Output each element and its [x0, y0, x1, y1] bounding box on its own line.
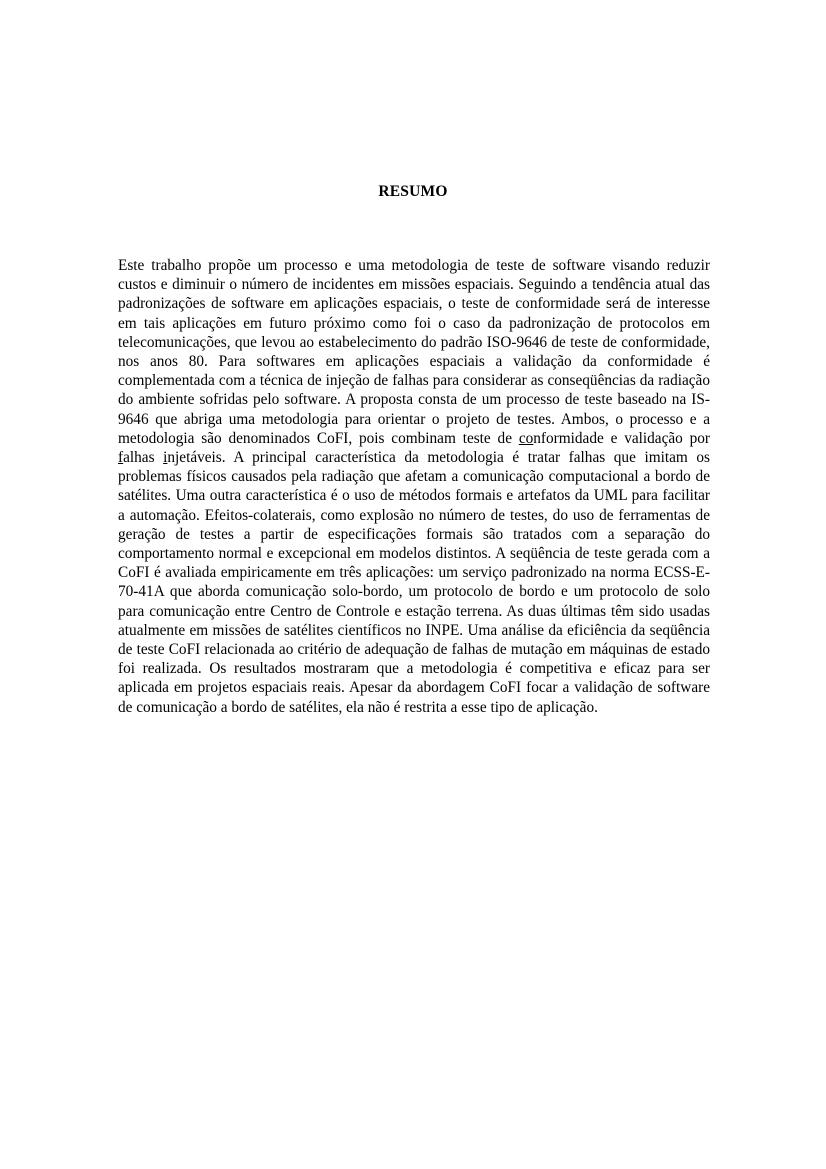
abstract-underlined-i: i	[163, 449, 168, 467]
abstract-underlined-f: f	[118, 449, 124, 467]
abstract-text-part-4: njetáveis. A principal característica da metodologia é tratar falhas que imitam os problemas físicos causados pela radiação que afetam a comunicação computacional a bordo de satélites. Uma outra característica é o uso de métodos formais e artefatos da UML para facilitar a automação. Efeitos-colaterais, como explosão no número de testes, do uso de ferramentas de geração de testes a partir de especificações formais são tratados com a separação do comportamento normal e excepcional em modelos distintos. A seqüência de teste gerada com a CoFI é avaliada empiricamente em três aplicações: um serviço padronizado na norma ECSS-E-70-41A que aborda comunicação solo-bordo, um protocolo de bordo e um protocolo de solo para comunicação entre Centro de Controle e estação terrena. As duas últimas têm sido usadas atualmente em missões de satélites científicos no INPE. Uma análise da eficiência da seqüência de teste CoFI relacionada ao critério de adequação de falhas de mutação em máquinas de estado foi realizada. Os resultados mostraram que a metodologia é competitiva e eficaz para ser aplicada em projetos espaciais reais. Apesar da abordagem CoFI focar a validação de software de comunicação a bordo de satélites, ela não é restrita a esse tipo de aplicação.	[118, 449, 710, 716]
abstract-text-part-1: Este trabalho propõe um processo e uma metodologia de teste de software visando reduzir custos e diminuir o número de incidentes em missões espaciais. Seguindo a tendência atual das padronizações de software em aplicações espaciais, o teste de conformidade será de interesse em tais aplicações em futuro próximo como foi o caso da padronização de protocolos em telecomunicações, que levou ao estabelecimento do padrão ISO-9646 de teste de conformidade, nos anos 80. Para softwares em aplicações espaciais a validação da conformidade é complementada com a técnica de injeção de falhas para considerar as conseqüências da radiação do ambiente sofridas pelo software. A proposta consta de um processo de teste baseado na IS-9646 que abriga uma metodologia para orientar o projeto de testes. Ambos, o processo e a metodologia são denominados CoFI, pois combinam teste de	[118, 257, 710, 447]
abstract-paragraph	[118, 256, 710, 717]
abstract-text-part-2: nformidade e validação por	[533, 429, 711, 447]
abstract-underlined-co: co	[518, 429, 534, 447]
page-title: RESUMO	[378, 183, 448, 200]
abstract-text-part-3: alhas	[123, 449, 164, 467]
